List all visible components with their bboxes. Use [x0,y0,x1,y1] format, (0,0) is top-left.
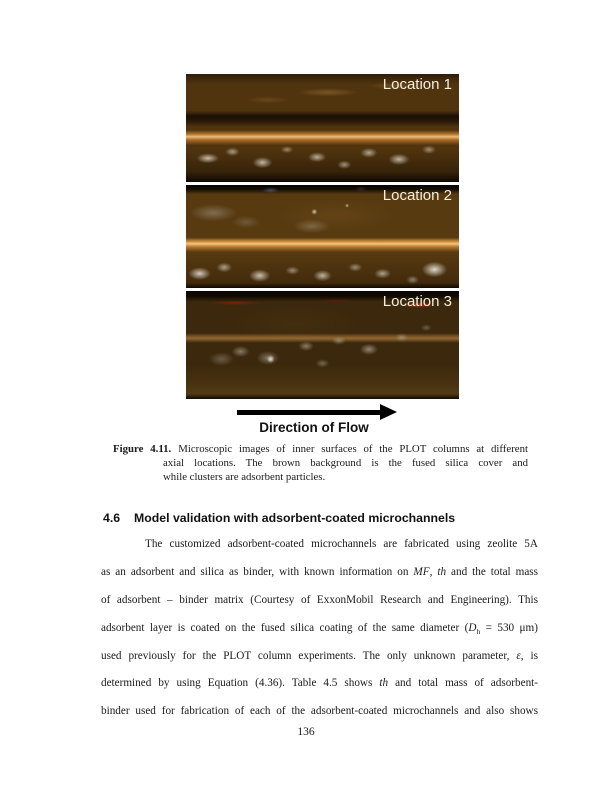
italic-term-th: th [379,677,389,689]
figure-caption-label: Figure 4.11. [113,443,172,455]
flow-direction-label: Direction of Flow [259,420,369,435]
italic-term-th: th [437,566,447,578]
italic-term-MF: MF [413,566,430,578]
body-line-4 [101,620,538,637]
body-text: and the total mass [446,566,538,578]
figure-caption-line-2: axial locations. The brown background is the fused silica cover and [163,457,528,469]
body-line-3: of adsorbent – binder matrix (Courtesy of ExxonMobil Research and Engineering). This [101,594,538,606]
figure-caption-line-1 [113,442,528,457]
body-text: as an adsorbent and silica as binder, with known information on [101,566,414,578]
italic-term-epsilon: ε [516,650,521,662]
figure-caption-text: Microscopic images of inner surfaces of the PLOT columns at different [178,443,528,455]
micro-image-location-2 [186,185,459,288]
section-number: 4.6 [103,511,121,525]
body-text: determined by using Equation (4.36). Table 4.5 shows [101,677,380,689]
body-text: = 530 μm) [480,622,538,634]
body-text: , is [520,650,538,662]
body-text: adsorbent layer is coated on the fused silica coating of the same diameter ( [101,622,469,634]
section-title: Model validation with adsorbent-coated microchannels [134,511,456,525]
body-text: , [429,566,438,578]
body-line-7: binder used for fabrication of each of the adsorbent-coated microchannels and also shows [101,705,538,717]
subscript-h: h [476,627,481,637]
body-line-1: The customized adsorbent-coated microchannels are fabricated using zeolite 5A [145,538,538,550]
body-line-6 [101,675,538,692]
micro-image-location-1 [186,74,459,182]
flow-arrow-head-icon [380,404,397,420]
body-text: used previously for the PLOT column experiments. The only unknown parameter, [101,650,517,662]
body-text: and total mass of adsorbent- [388,677,538,689]
italic-term-D: D [468,622,477,634]
section-heading [103,511,540,525]
image-label-location-2: Location 2 [382,187,452,204]
figure-caption-line-3: while clusters are adsorbent particles. [163,471,326,483]
micro-image-location-3 [186,291,459,399]
image-label-location-3: Location 3 [382,293,452,310]
body-line-2 [101,564,538,581]
image-label-location-1: Location 1 [382,76,452,93]
flow-arrow-shaft [237,410,380,415]
body-line-5 [101,648,538,665]
page-number: 136 [297,726,315,738]
